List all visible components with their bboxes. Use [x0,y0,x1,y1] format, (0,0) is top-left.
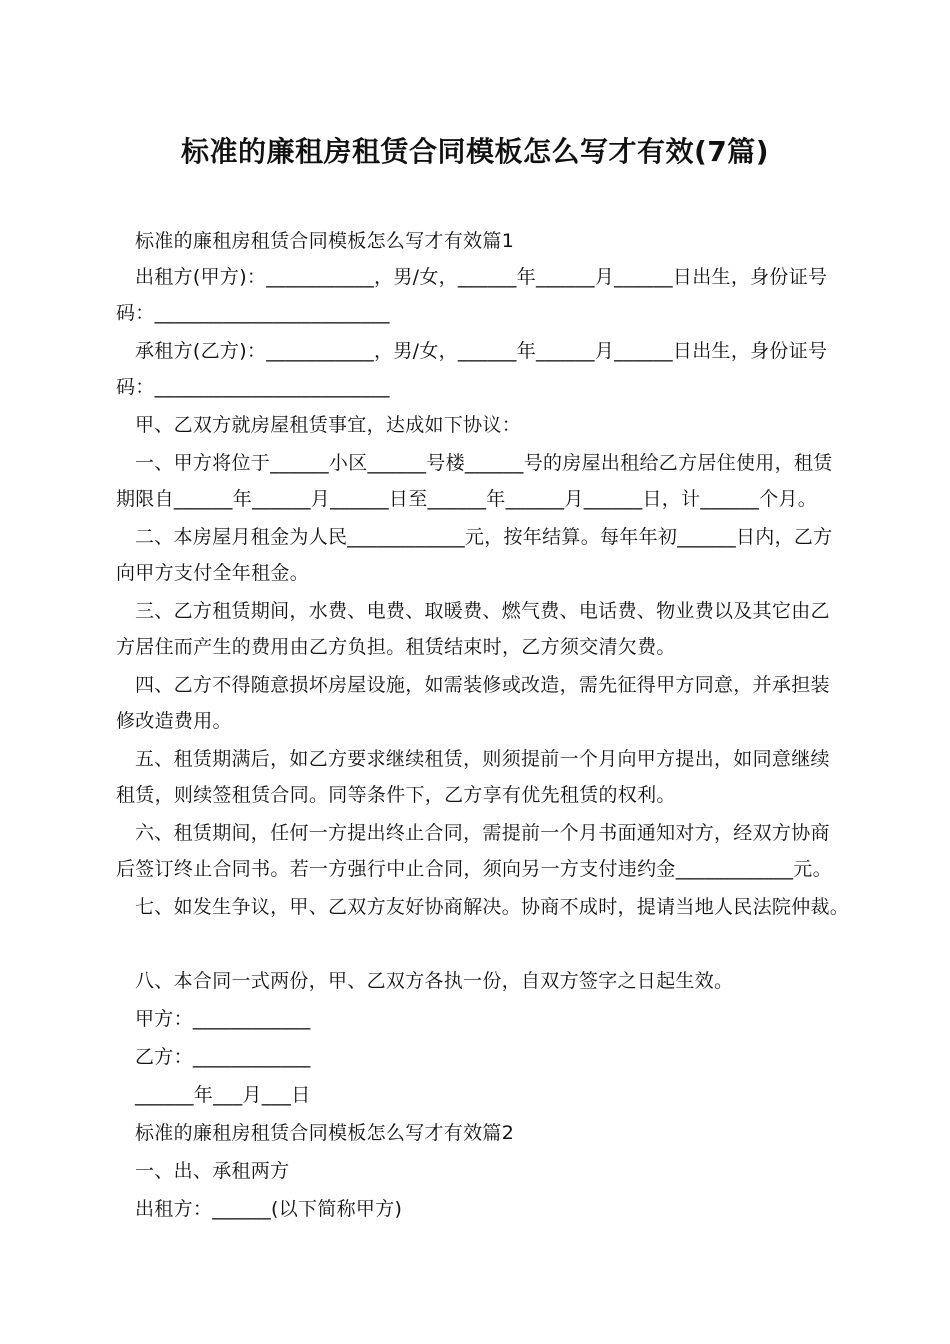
clause-6-line-2: 后签订终止合同书。若一方强行中止合同，须向另一方支付违约金____________元。 [116,858,832,880]
clause-5-line-1: 五、租赁期满后，如乙方要求继续租赁，则须提前一个月向甲方提出，如同意继续 [135,748,830,770]
clause-7: 七、如发生争议，甲、乙双方友好协商解决。协商不成时，提请当地人民法院仲裁。 [135,896,850,918]
agreement-intro: 甲、乙双方就房屋租赁事宜，达成如下协议： [135,414,522,436]
party-a-signature: 甲方：____________ [135,1008,311,1030]
clause-6-line-1: 六、租赁期间，任何一方提出终止合同，需提前一个月书面通知对方，经双方协商 [135,822,830,844]
clause-3-line-2: 方居住而产生的费用由乙方负担。租赁结束时，乙方须交清欠费。 [116,636,676,658]
signature-date: ______年___月___日 [135,1084,311,1106]
clause-1-line-1: 一、甲方将位于______小区______号楼______号的房屋出租给乙方居住使用，租赁 [135,452,833,474]
party-b-signature: 乙方：____________ [135,1046,311,1068]
clause-2-line-1: 二、本房屋月租金为人民____________元，按年结算。每年年初______日内，乙方 [135,526,833,548]
clause-2-line-2: 向甲方支付全年租金。 [116,562,310,584]
lessor-id-line: 码：________________________ [116,302,390,324]
parties-heading: 一、出、承租两方 [135,1160,290,1182]
clause-1-line-2: 期限自______年______月______日至______年______月______日，计______个月。 [116,488,818,510]
lessor-info-line: 出租方(甲方)：___________，男/女，______年______月______日出生，身份证号 [135,266,828,288]
clause-4-line-1: 四、乙方不得随意损坏房屋设施，如需装修或改造，需先征得甲方同意，并承担装 [135,674,830,696]
clause-8: 八、本合同一式两份，甲、乙双方各执一份，自双方签字之日起生效。 [135,970,734,992]
section-heading-2: 标准的廉租房租赁合同模板怎么写才有效篇2 [135,1122,515,1144]
lessee-id-line: 码：________________________ [116,376,390,398]
document-title: 标准的廉租房租赁合同模板怎么写才有效(7篇) [180,135,770,168]
section-heading-1: 标准的廉租房租赁合同模板怎么写才有效篇1 [135,230,515,252]
clause-3-line-1: 三、乙方租赁期间，水费、电费、取暖费、燃气费、电话费、物业费以及其它由乙 [135,600,830,622]
lessor-line: 出租方：______(以下简称甲方) [135,1198,403,1220]
lessee-info-line: 承租方(乙方)：___________，男/女，______年______月______日出生，身份证号 [135,340,828,362]
clause-5-line-2: 租赁，则续签租赁合同。同等条件下，乙方享有优先租赁的权利。 [116,784,676,806]
clause-4-line-2: 修改造费用。 [116,710,232,732]
